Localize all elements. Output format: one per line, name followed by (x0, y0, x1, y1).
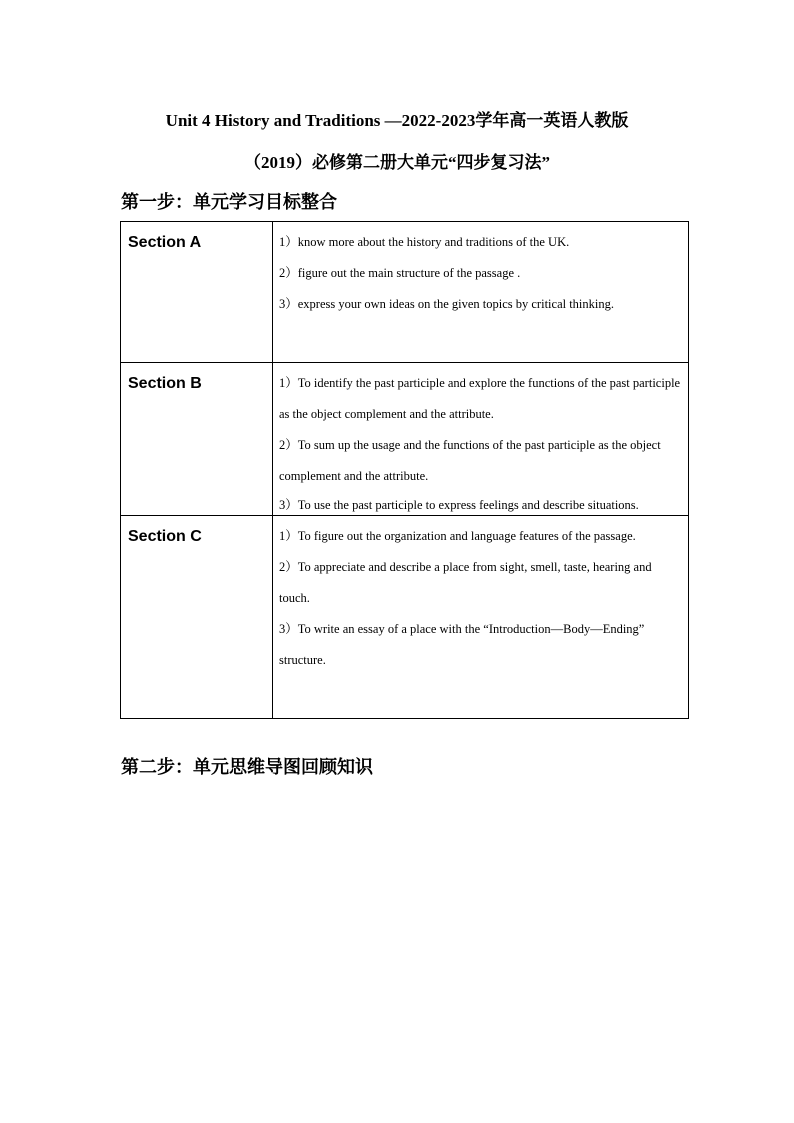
table-row (121, 363, 689, 516)
document-title-line-2: （2019）必修第二册大单元“四步复习法” (244, 153, 550, 172)
objective-item: 2）To appreciate and describe a place from sight, smell, taste, hearing and touch. (279, 560, 652, 605)
objective-item: 2）figure out the main structure of the passage . (279, 266, 521, 280)
objective-item: 3）To write an essay of a place with the “Introduction—Body—Ending” structure. (279, 622, 645, 667)
step-1-heading: 第一步：单元学习目标整合 (121, 192, 337, 212)
section-label: Section C (121, 516, 273, 719)
objective-item: 3）To use the past participle to express feelings and describe situations. (279, 498, 639, 512)
step-2-heading: 第二步：单元思维导图回顾知识 (121, 757, 373, 777)
document-title-line-1: Unit 4 History and Traditions —2022-2023学年高一英语人教版 (165, 111, 629, 130)
objective-item: 2）To sum up the usage and the functions of the past participle as the object complement and the attribute. (279, 438, 661, 483)
objective-item: 3）express your own ideas on the given topics by critical thinking. (279, 297, 615, 311)
section-label: Section B (121, 363, 273, 516)
objective-item: 1）To figure out the organization and language features of the passage. (279, 529, 636, 543)
objective-item: 1）know more about the history and traditions of the UK. (279, 235, 570, 249)
objective-item: 1）To identify the past participle and explore the functions of the past participle as the object complement and the attribute. (279, 376, 681, 421)
objective-list (273, 222, 689, 363)
table-row (121, 516, 689, 719)
table-row (121, 222, 689, 363)
section-label: Section A (121, 222, 273, 363)
objectives-table (120, 221, 689, 719)
objective-list (273, 516, 689, 719)
objective-list (273, 363, 689, 516)
